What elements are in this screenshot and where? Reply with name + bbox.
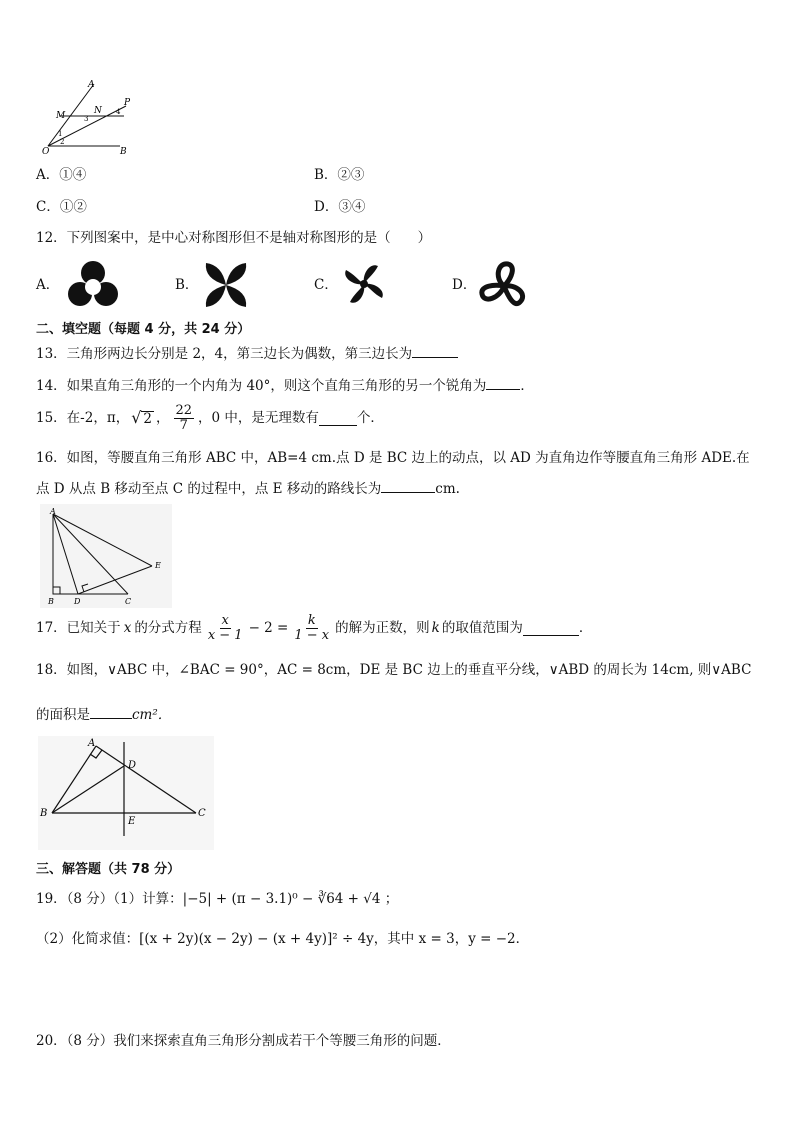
q17-fraction-left-den: x − 1 bbox=[207, 627, 243, 643]
q16-answer-blank[interactable] bbox=[381, 478, 435, 493]
q15-sqrt-value: 2 bbox=[143, 410, 152, 427]
q15-text-pre: 15．在-2，π， bbox=[36, 410, 130, 426]
q12-option-a-label: A． bbox=[36, 277, 60, 293]
q12-option-b-pattern bbox=[200, 260, 252, 310]
q14 bbox=[36, 375, 534, 395]
q17-end: ． bbox=[578, 620, 593, 636]
svg-text:2: 2 bbox=[60, 138, 65, 146]
q17-fraction-right-den: 1 − x bbox=[294, 627, 330, 643]
q15-answer-blank[interactable] bbox=[319, 411, 357, 426]
q20-stem: 20．（8 分）我们来探索直角三角形分割成若干个等腰三角形的问题． bbox=[36, 1033, 451, 1049]
q17-text-post: 的解为正数，则 bbox=[335, 620, 430, 636]
q11-option-b: B．②③ bbox=[314, 167, 365, 183]
q17-answer-blank[interactable] bbox=[523, 621, 579, 636]
q11-option-a: A．①④ bbox=[36, 167, 87, 183]
q14-text: 14．如果直角三角形的一个内角为 40°，则这个直角三角形的另一个锐角为 bbox=[36, 378, 487, 394]
q13-answer-blank[interactable] bbox=[412, 343, 458, 358]
svg-text:E: E bbox=[128, 816, 136, 827]
q17-variable: x bbox=[123, 620, 132, 636]
q14-end: ． bbox=[520, 378, 534, 394]
q17-operator: − 2 = bbox=[248, 620, 289, 636]
q15 bbox=[36, 400, 384, 436]
q12-option-b-label: B． bbox=[175, 277, 199, 293]
q19-part1: 19．（8 分）（1）计算：|−5| + (π − 3.1)⁰ − ∛64 + √4 ； bbox=[36, 891, 399, 907]
q18-figure bbox=[38, 736, 214, 850]
svg-text:D: D bbox=[74, 597, 81, 606]
q17-fraction-right bbox=[292, 614, 331, 643]
q17-k: k bbox=[431, 620, 440, 636]
q12-option-c-pattern bbox=[338, 258, 390, 310]
q17-fraction-left-num: x bbox=[221, 612, 229, 628]
q12-option-a-pattern bbox=[66, 260, 120, 310]
q15-sqrt bbox=[131, 409, 154, 427]
section-solution-heading: 三、解答题（共 78 分） bbox=[36, 862, 181, 877]
q18-unit: cm²． bbox=[132, 707, 172, 723]
q17-text-mid: 的分式方程 bbox=[134, 620, 202, 636]
q15-tail: 个． bbox=[356, 410, 384, 426]
q15-fraction bbox=[174, 404, 195, 433]
svg-text:4: 4 bbox=[116, 108, 121, 116]
q17 bbox=[36, 610, 592, 646]
q12-option-d-pattern bbox=[476, 258, 532, 310]
q16-line2-text: 点 D 从点 B 移动至点 C 的过程中，点 E 移动的路线长为 bbox=[36, 481, 382, 497]
q12-stem: 12．下列图案中，是中心对称图形但不是轴对称图形的是（ ） bbox=[36, 230, 432, 246]
svg-text:3: 3 bbox=[84, 115, 89, 123]
svg-text:M: M bbox=[56, 111, 66, 121]
q15-fraction-num: 22 bbox=[175, 402, 193, 418]
svg-text:C: C bbox=[125, 597, 132, 606]
q17-fraction-right-num: k bbox=[307, 612, 316, 628]
svg-text:C: C bbox=[198, 808, 206, 819]
svg-text:P: P bbox=[124, 98, 131, 108]
svg-text:B: B bbox=[40, 808, 48, 819]
q14-answer-blank[interactable] bbox=[486, 375, 520, 390]
q13 bbox=[36, 343, 458, 363]
q11-option-c: C．①② bbox=[36, 199, 87, 215]
q12-option-c-label: C． bbox=[314, 277, 338, 293]
svg-text:D: D bbox=[128, 760, 137, 771]
q17-text-pre: 17．已知关于 bbox=[36, 620, 121, 636]
q17-text-post2: 的取值范围为 bbox=[441, 620, 523, 636]
q12-option-d-label: D． bbox=[452, 277, 477, 293]
q11-option-d: D．③④ bbox=[314, 199, 366, 215]
svg-text:A: A bbox=[88, 738, 96, 749]
svg-text:A: A bbox=[88, 80, 95, 90]
q19-part2: （2）化简求值：[(x + 2y)(x − 2y) − (x + 4y)]² ÷ 4y，其中 x = 3，y = −2． bbox=[36, 931, 530, 947]
q16-figure bbox=[40, 504, 172, 608]
q18-line2-text: 的面积是 bbox=[36, 707, 90, 723]
sqrt-sign-icon: √ bbox=[131, 408, 142, 427]
q18-answer-blank[interactable] bbox=[90, 704, 132, 719]
q15-text-post: ，0 中，是无理数有 bbox=[198, 410, 319, 426]
q18-line1: 18．如图，∨ABC 中，∠BAC = 90°，AC = 8cm，DE 是 BC 边上的垂直平分线，∨ABD 的周长为 14cm, 则∨ABC bbox=[36, 662, 752, 678]
q11-angle-figure bbox=[36, 74, 136, 160]
svg-text:B: B bbox=[120, 147, 127, 157]
svg-text:N: N bbox=[94, 106, 102, 116]
q15-fraction-den: 7 bbox=[179, 417, 188, 433]
svg-text:O: O bbox=[42, 147, 50, 157]
q13-text: 13．三角形两边长分别是 2，4，第三边长为偶数，第三边长为 bbox=[36, 346, 413, 362]
q18-line2 bbox=[36, 704, 171, 724]
q15-sep: ， bbox=[156, 410, 170, 426]
svg-text:B: B bbox=[48, 597, 54, 606]
q16-line2 bbox=[36, 478, 460, 498]
section-fill-in-heading: 二、填空题（每题 4 分，共 24 分） bbox=[36, 322, 251, 337]
svg-text:E: E bbox=[155, 561, 161, 570]
q16-unit: cm. bbox=[435, 481, 460, 497]
svg-text:A: A bbox=[50, 507, 56, 516]
q17-fraction-left bbox=[206, 614, 245, 643]
svg-text:1: 1 bbox=[58, 130, 63, 138]
q16-line1: 16．如图，等腰直角三角形 ABC 中，AB=4 cm.点 D 是 BC 边上的动点，以 AD 为直角边作等腰直角三角形 ADE.在 bbox=[36, 450, 750, 466]
